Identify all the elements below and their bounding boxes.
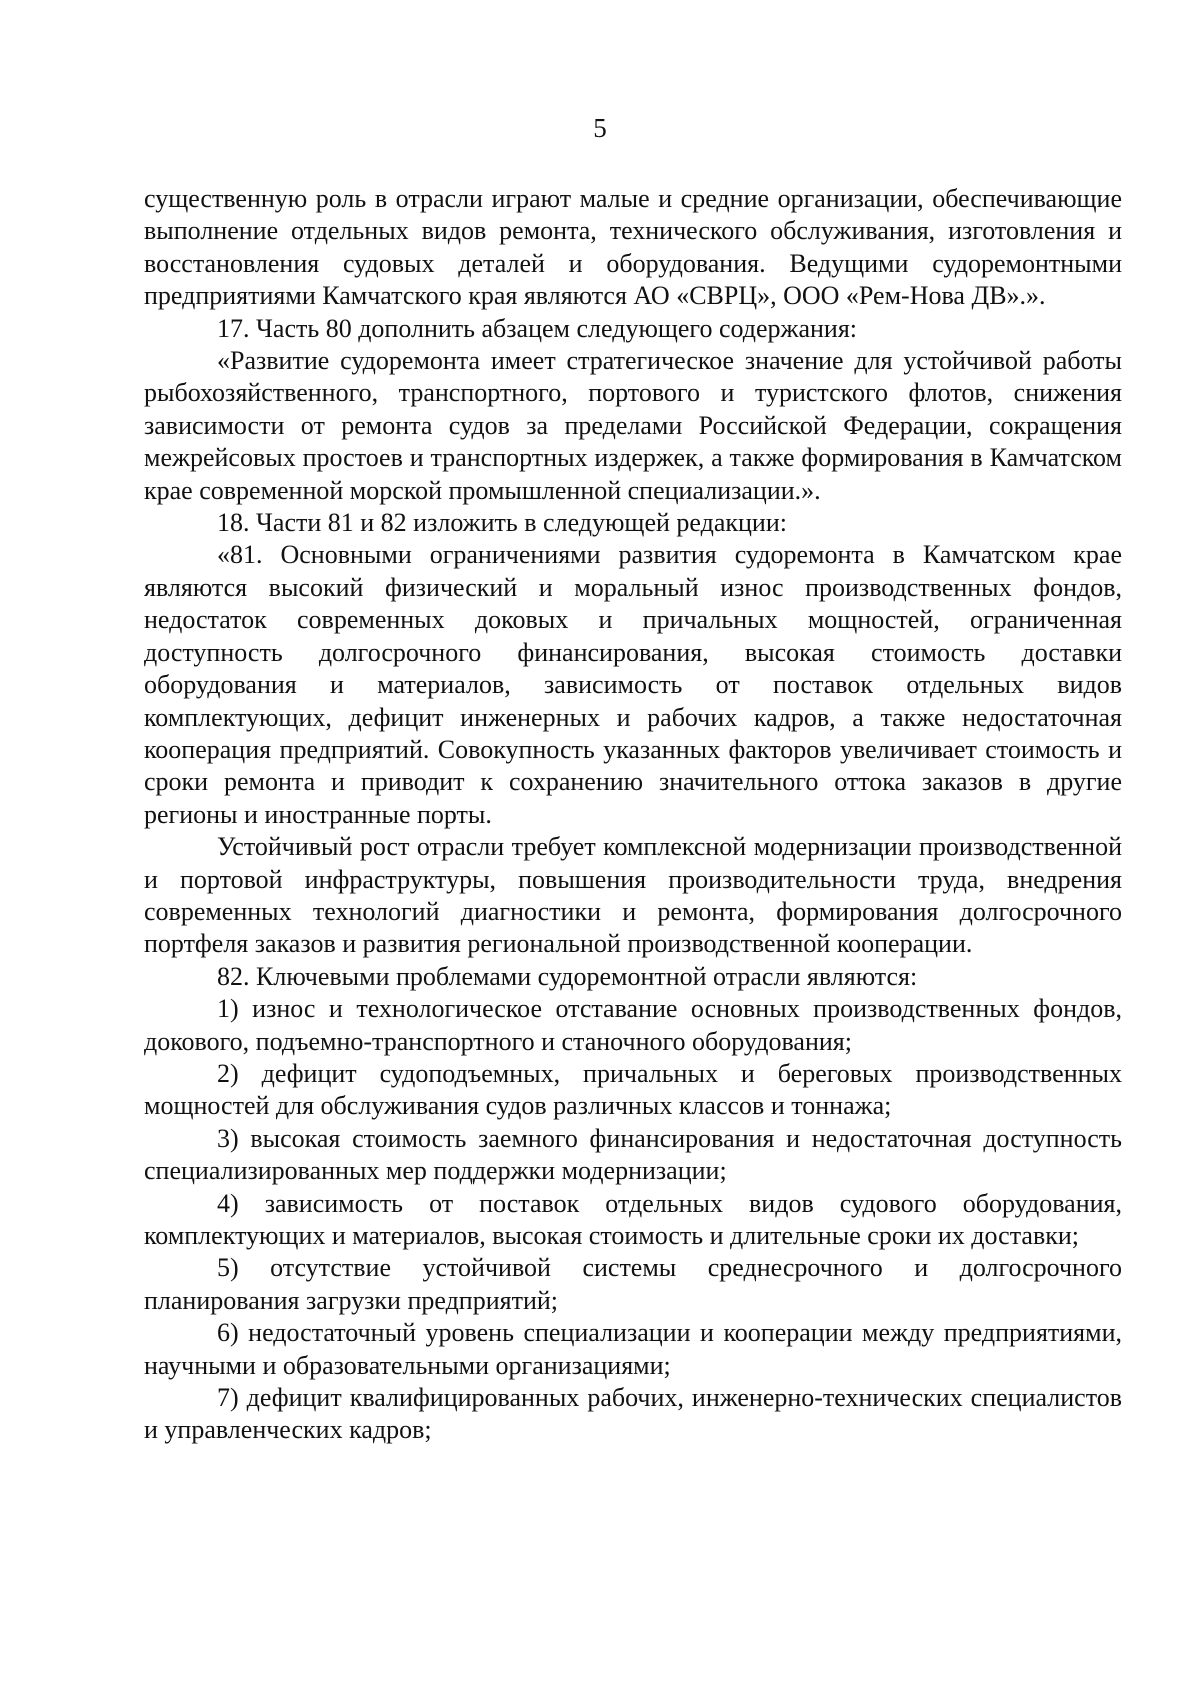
paragraph-p1: существенную роль в отрасли играют малые и средние организации, обеспечивающие выполнение отдельных видов ремонта, технического обслуживания, изготовления и восстановления судовых деталей и оборудования. Ведущими судоремонтными предприятиями Камчатского края являются АО «СВРЦ», ООО «Рем-Нова ДВ».».: [144, 184, 1122, 311]
paragraph-p3: «Развитие судоремонта имеет стратегическое значение для устойчивой работы рыбохозяйственного, транспортного, портового и туристского флотов, снижения зависимости от ремонта судов за пределами Российской Федерации, сокращения межрейсовых простоев и транспортных издержек, а также формирования в Камчатском крае современной морской промышленной специализации.».: [144, 346, 1122, 505]
document-body: [144, 183, 1122, 1447]
paragraph-p4: 18. Части 81 и 82 изложить в следующей редакции:: [217, 508, 787, 538]
paragraph-p7: 82. Ключевыми проблемами судоремонтной отрасли являются:: [217, 961, 918, 991]
paragraph-p9: 2) дефицит судоподъемных, причальных и береговых производственных мощностей для обслуживания судов различных классов и тоннажа;: [144, 1058, 1122, 1121]
page-number: 5: [593, 113, 607, 143]
paragraph-p10: 3) высокая стоимость заемного финансирования и недостаточная доступность специализированных мер поддержки модернизации;: [144, 1123, 1122, 1186]
paragraph-p6: Устойчивый рост отрасли требует комплексной модернизации производственной и портовой инфраструктуры, повышения производительности труда, внедрения современных технологий диагностики и ремонта, формирования долгосрочного портфеля заказов и развития региональной производственной кооперации.: [144, 832, 1122, 959]
paragraph-p14: 7) дефицит квалифицированных рабочих, инженерно-технических специалистов и управленческих кадров;: [144, 1383, 1122, 1445]
paragraph-p12: 5) отсутствие устойчивой системы среднесрочного и долгосрочного планирования загрузки предприятий;: [144, 1253, 1122, 1315]
paragraph-p8: 1) износ и технологическое отставание основных производственных фондов, докового, подъемно-транспортного и станочного оборудования;: [144, 994, 1122, 1056]
paragraph-p11: 4) зависимость от поставок отдельных видов судового оборудования, комплектующих и материалов, высокая стоимость и длительные сроки их доставки;: [144, 1188, 1122, 1250]
paragraph-p13: 6) недостаточный уровень специализации и кооперации между предприятиями, научными и образовательными организациями;: [144, 1318, 1122, 1380]
paragraph-p2: 17. Часть 80 дополнить абзацем следующего содержания:: [217, 313, 858, 343]
paragraph-p5: «81. Основными ограничениями развития судоремонта в Камчатском крае являются высокий физический и моральный износ производственных фондов, недостаток современных доковых и причальных мощностей, ограниченная доступность долгосрочного финансирования, высокая стоимость доставки оборудования и материалов, зависимость от поставок отдельных видов комплектующих, дефицит инженерных и рабочих кадров, а также недостаточная кооперация предприятий. Совокупность указанных факторов увеличивает стоимость и сроки ремонта и приводит к сохранению значительного оттока заказов в другие регионы и иностранные порты.: [144, 540, 1122, 829]
